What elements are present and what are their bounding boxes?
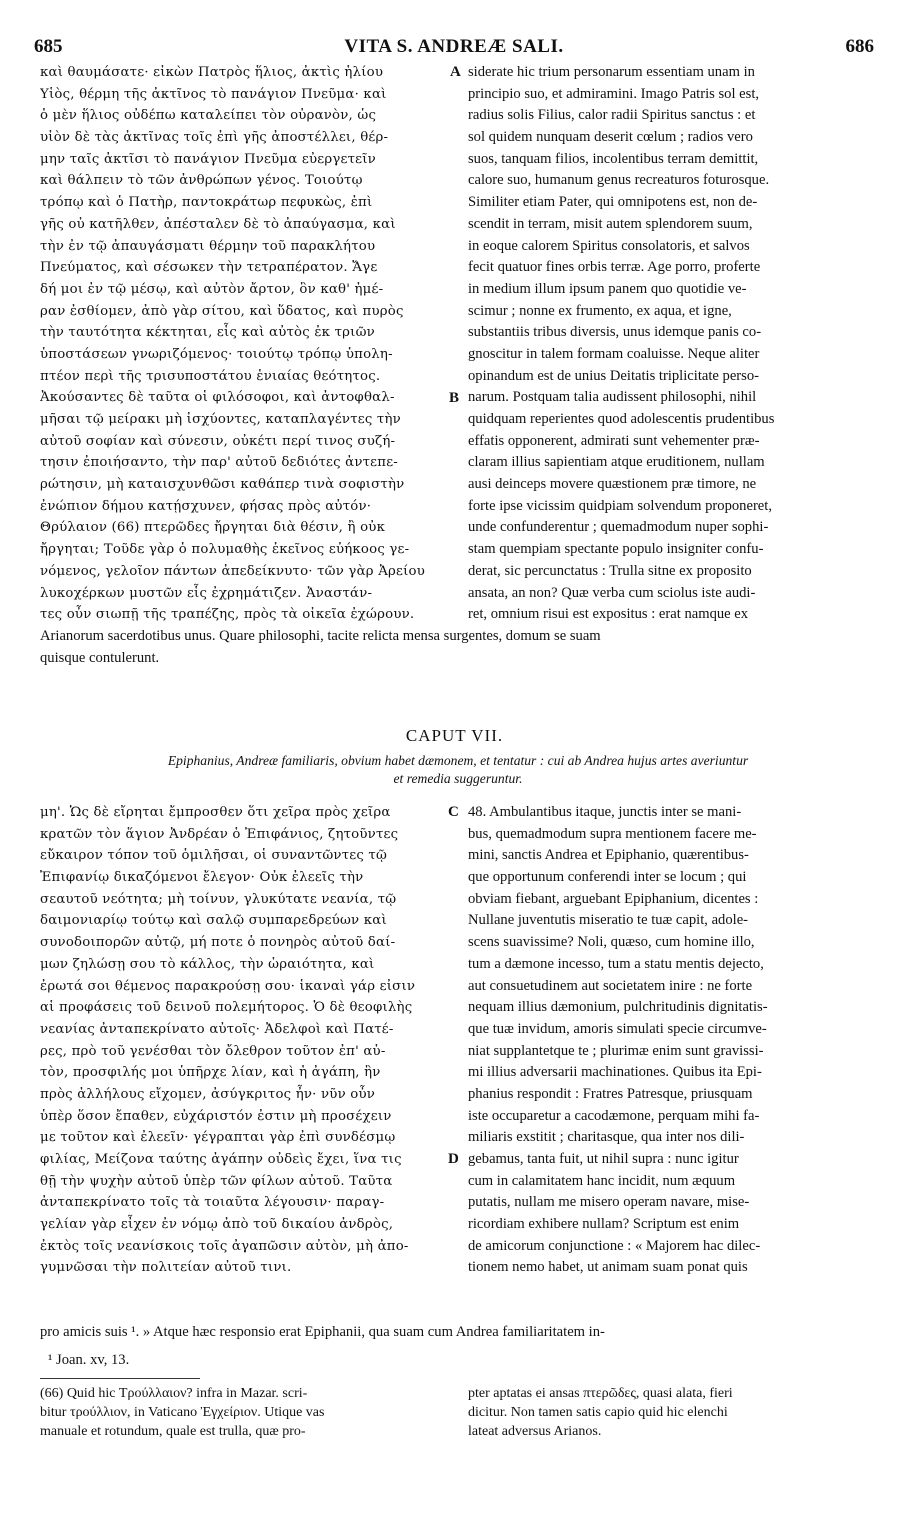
text-line: ἀνταπεκρίνατο τοῖς τὰ τοιαῦτα λέγουσιν· παραγ- [40,1195,385,1211]
text-line: claram illius sapientiam atque eruditionem, nullam [468,454,765,471]
chapter-argument [40,752,876,788]
text-line: opinandum est de unius Deitatis triplicitate perso- [468,367,759,384]
text-line: cum in calamitatem hanc incidit, num æquum [468,1172,736,1189]
text-line: bus, quemadmodum supra mentionem facere me- [468,825,757,842]
section1-greek-column [40,62,450,626]
text-line: scens suavissime? Noli, quæso, cum homine illo, [468,934,755,951]
text-line: φιλίας, Μείζονα ταύτης ἀγάπην οὐδεὶς ἔχει, ἵνα τις [40,1152,402,1167]
text-line: καὶ θαυμάσατε· εἰκὼν Πατρὸς ἥλιος, ἀκτὶς ἡλίου [40,65,384,80]
text-line: πρὸς ἀλλήλους εἴχομεν, ἀσύγκριτος ἦν· νῦν οὖν [40,1086,376,1102]
text-line: lateat adversus Arianos. [468,1424,602,1439]
text-line: αἱ προφάσεις τοῦ δεινοῦ πολεμήτορος. Ὁ δὲ θεοφιλὴς [40,1000,413,1016]
text-line: gebamus, tanta fuit, ut nihil supra : nunc igitur [468,1151,739,1167]
margin-marker-b: B [449,390,460,406]
text-line: tionem nemo habet, ut animam suam ponat quis [468,1259,748,1276]
text-line: μων ζηλώσῃ σου τὸ κάλλος, τὴν ὡραιότητα, καὶ [40,956,375,972]
text-line: in eoque calorem Spiritus consolatoris, et salvos [468,237,750,254]
text-line: pro amicis suis ¹. » Atque hæc responsio erat Epiphanii, qua suam cum Andrea familiaritatem in- [40,1324,605,1340]
text-line: effatis opponerent, admirati sunt vehementer præ- [468,432,760,449]
text-line: sol quidem nunquam deserit cœlum ; radios vero [468,129,753,146]
notes-divider [40,1378,200,1379]
text-line: scimur ; nonne ex frumento, ex aqua, et igne, [468,302,732,319]
text-line: νόμενος, γελοῖον πάντων ἀπεδείκνυτο· τῶν γὰρ Ἀρείου [40,563,426,579]
page-number-left: 685 [34,36,63,57]
text-line: unde confunderentur ; quemadmodum nuper sophi- [468,519,769,536]
text-line: Arianorum sacerdotibus unus. Quare philosophi, tacite relicta mensa surgentes, domum se suam [40,628,601,644]
section1-latin-column [468,62,878,626]
text-line: δαιμονιαρίῳ τούτῳ καὶ σαλῷ συμπαρεδρεύων καὶ [40,913,387,929]
text-line: νεανίας ἀνταπεκρίνατο αὐτοῖς· Ἀδελφοὶ καὶ Πατέ- [40,1021,394,1037]
text-line: aut consuetudinem aut societatem inire : ne forte [468,977,753,994]
text-line: ἤργηται; Τοῦδε γὰρ ὁ πολυμαθὴς ἐκεῖνος εὐήκοος γε- [40,542,410,558]
text-line: iste occuparetur a cacodæmone, perquam mihi fa- [468,1107,760,1124]
text-line: εὔκαιρον τόπον τοῦ ὁμιλῆσαι, οἱ συναντῶντες τῷ [40,848,388,864]
text-line: gnoscitur in talem formam coaluisse. Neque aliter [468,345,760,362]
text-line: stam quempiam spectante populo insigniter confu- [468,541,764,558]
text-line: με τοῦτον καὶ ἐλεεῖν· γέγραπται γὰρ ἐπὶ συνδέσμῳ [40,1130,396,1146]
text-line: υἱὸν δὲ τὰς ἀκτῖνας τοῖς ἐπὶ γῆς ἀποστέλλει, θέρ- [40,130,389,146]
text-line: τὴν ταυτότητα κέκτηται, εἷς καὶ αὐτὸς ἐκ τριῶν [40,325,375,341]
text-line: ἐκτὸς τοῖς νεανίσκοις τοῖς ἀγαπῶσιν αὐτὸν, μὴ ἀπο- [40,1238,409,1254]
text-line: Nullane juventutis miseratio te tuæ capit, adole- [468,912,749,929]
text-line: ricordiam exhibere nullam? Scriptum est enim [468,1216,740,1233]
text-line: γῆς οὐ κατῆλθεν, ἀπέσταλεν δὲ τὸ ἀπαύγασμα, καὶ [40,216,396,232]
section2-full-width-text [40,1322,876,1344]
text-line: καὶ θάλπειν τὸ τῶν ἀνθρώπων γένος. Τοιούτῳ [40,173,363,189]
text-line: scendit in terram, misit autem splendorem suum, [468,215,753,232]
text-line: mini, sanctis Andrea et Epiphanio, quærentibus- [468,847,749,864]
chapter-title: CAPUT VII. [405,726,504,745]
text-line: quidquam reperientes quod adolescentis prudentibus [468,411,775,427]
text-line: suos, tanquam filios, incolentibus terram demittit, [468,150,759,167]
note-right-column [468,1384,878,1441]
text-line: que tuæ invidum, amoris simulati specie circumve- [468,1020,767,1037]
text-line: Ἐπιφανίῳ δικαζόμενοι ἔλεγον· Οὐκ ἐλεεῖς τὴν [40,870,364,886]
text-line: niat supplantetque te ; plurimæ enim sunt gravissi- [468,1042,764,1059]
text-line: Ἀκούσαντες δὲ ταῦτα οἱ φιλόσοφοι, καὶ ἀντοφθαλ- [40,390,395,406]
text-line: putatis, nullam me misero operam navare, mise- [468,1194,750,1211]
text-line: μῆσαι τῷ μείρακι μὴ ἰσχύοντες, καταπλαγέντες τὴν [40,412,401,427]
note-left-column [40,1384,450,1441]
text-line: Πνεύματος, καὶ σέσωκεν τὴν τετραπέρατον. Ἄγε [40,260,378,276]
text-line: ausi deinceps movere quæstionem præ timore, ne [468,476,757,493]
footnote-reference: ¹ Joan. xv, 13. [48,1352,130,1368]
text-line: γελίαν γὰρ εἶχεν ἐν νόμῳ ἀπὸ τοῦ δικαίου ἀνδρὸς, [40,1217,394,1233]
text-line: calore suo, humanum genus recreaturos foturosque. [468,172,770,189]
text-line: Θρύλαιον (66) πτερῶδες ἤργηται διὰ θέσιν, ἢ οὐκ [40,520,386,536]
text-line: phanius respondit : Fratres Patresque, priusquam [468,1085,753,1102]
text-line: dicitur. Non tamen satis capio quid hic elenchi [468,1405,728,1420]
text-line: fecit quatuor fines orbis terræ. Age porro, proferte [468,259,761,276]
text-line: τρόπῳ καὶ ὁ Πατὴρ, παντοκράτωρ πεφυκὼς, ἐπὶ [40,195,373,211]
section2-latin-column [468,802,878,1279]
running-header [34,36,874,60]
section1-full-width-text [40,626,876,669]
text-line: substantiis tribus diversis, unus idemque panis co- [468,324,762,341]
margin-marker-c: C [448,804,459,820]
text-line: κρατῶν τὸν ἅγιον Ἀνδρέαν ὁ Ἐπιφάνιος, ζητοῦντες [40,826,399,842]
text-line: θῇ τὴν ψυχὴν αὐτοῦ ὑπὲρ τῶν φίλων αὐτοῦ. Ταῦτα [40,1173,393,1189]
text-line: ὑπὲρ ὅσον ἔπαθεν, εὐχάριστόν ἐστιν μὴ προσέχειν [40,1108,392,1124]
text-line: bitur τρούλλιον, in Vaticano Ἐγχείριον. Utique vas [40,1405,325,1420]
text-line: miliaris exstitit ; charitasque, qua inter nos dili- [468,1129,745,1146]
text-line: ansata, an non? Quæ verba cum sciolus iste audi- [468,584,756,601]
text-line: Υἱὸς, θέρμη τῆς ἀκτῖνος τὸ πανάγιον Πνεῦμα· καὶ [40,86,387,102]
chapter-argument-line: Epiphanius, Andreæ familiaris, obvium habet dæmonem, et tentatur : cui ab Andrea hujus artes averiuntur [167,753,749,768]
text-line: σεαυτοῦ νεότητα; μὴ τοίνυν, γλυκύτατε νεανία, τῷ [40,891,397,907]
text-line: λυκοχέρκων μυστῶν εἷς ἐχρημάτιζεν. Ἀναστάν- [40,585,373,601]
chapter-argument-line: et remedia suggeruntur. [393,771,523,786]
text-line: τὸν, προσφιλής μοι ὑπῆρχε λίαν, καὶ ἡ ἀγάπη, ἣν [40,1065,381,1081]
text-line: Similiter etiam Pater, qui omnipotens est, non de- [468,194,758,211]
text-line: πτέον περὶ τῆς τρισυποστάτου ἑνιαίας θεότητος. [40,368,381,384]
text-line: αὐτοῦ σοφίαν καὶ σύνεσιν, οὐκέτι περί τινος συζή- [40,433,396,449]
text-line: συνοδοιπορῶν αὐτῷ, μή ποτε ὁ πονηρὸς αὐτοῦ δαί- [40,935,396,951]
text-line: ρες, πρὸ τοῦ γενέσθαι τὸν ὄλεθρον τοῦτον ἐπ' αὐ- [40,1043,386,1059]
text-line: μη'. Ὡς δὲ εἴρηται ἔμπροσθεν ὅτι χεῖρα πρὸς χεῖρα [40,805,391,820]
text-line: τες οὖν σιωπῇ τῆς τραπέζης, πρὸς τὰ οἰκεῖα ἐχώρουν. [40,607,415,623]
text-line: in medium illum ipsum panem quo quotidie ve- [468,280,747,297]
page-number-right: 686 [845,36,874,57]
text-line: τὴν ἐν τῷ ἀπαυγάσματι θέρμην τοῦ παρακλήτου [40,238,376,254]
text-line: derat, sic percunctatus : Trulla sitne ex proposito [468,562,752,579]
text-line: mi illius adversarii machinationes. Quibus ita Epi- [468,1064,762,1081]
text-line: narum. Postquam talia audissent philosophi, nihil [468,389,757,406]
text-line: de amicorum conjunctione : « Majorem hac dilec- [468,1237,761,1254]
running-title: VITA S. ANDREÆ SALI. [344,36,564,57]
text-line: ρώτησιν, μὴ καταισχυνθῶσι καθάπερ τινὰ σοφιστὴν [40,477,405,493]
text-line: siderate hic trium personarum essentiam unam in [468,64,755,80]
text-line: μην ταῖς ἀκτῖσι τὸ πανάγιον Πνεῦμα εὐεργετεῖν [40,151,376,167]
text-line: ὑποστάσεων γνωριζόμενος· τοιούτῳ τρόπῳ ὑπολη- [40,346,393,362]
text-line: (66) Quid hic Τρούλλαιον? infra in Mazar. scri- [40,1386,308,1401]
text-line: ραν ἐσθίομεν, ἀπὸ γὰρ σίτου, καὶ ὕδατος, καὶ πυρὸς [40,303,404,319]
margin-marker-d: D [448,1151,459,1167]
text-line: pter aptatas ei ansas πτερῶδες, quasi alata, fieri [468,1386,733,1401]
text-line: quisque contulerunt. [40,649,160,666]
text-line: ret, omnium risui est expositus : erat namque ex [468,606,749,623]
text-line: ὁ μὲν ἥλιος οὐδέπω καταλείπει τὸν οὐρανὸν, ὡς [40,108,377,124]
text-line: que opportunum conferendi inter se locum ; qui [468,869,747,886]
text-line: γυμνῶσαι τὴν πολιτείαν αὐτοῦ τινι. [40,1260,292,1276]
text-line: principio suo, et admiramini. Imago Patris sol est, [468,85,760,102]
text-line: δή μοι ἐν τῷ μέσῳ, καὶ αὐτὸν ἄρτον, ὃν καθ' ἡμέ- [40,281,384,297]
text-line: manuale et rotundum, quale est trulla, quæ pro- [40,1424,306,1439]
text-line: 48. Ambulantibus itaque, junctis inter se mani- [468,804,742,820]
text-line: ἐνώπιον δήμου κατῄσχυνεν, φήσας πρὸς αὐτόν· [40,498,372,514]
text-line: tum a dæmone incesso, tum a statu mentis dejecto, [468,955,764,972]
text-line: radius solis Filius, calor radii Spiritus sanctus : et [468,107,756,124]
section2-greek-column [40,802,450,1279]
text-line: ἐρωτά σοι θέμενος παρακρούσῃ σου· ἱκαναὶ γάρ εἰσιν [40,978,416,994]
margin-marker-a: A [450,64,461,80]
text-line: forte ipse vicissim quidpiam solvendum proponeret, [468,497,772,514]
text-line: obviam fiebant, arguebant Epiphanium, dicentes : [468,890,759,907]
text-line: nequam illius dæmonium, pulchritudinis dignitatis- [468,999,768,1016]
text-line: τησιν ἐποιήσαντο, τὴν παρ' αὐτοῦ δεδιότες ἀντεπε- [40,455,398,471]
